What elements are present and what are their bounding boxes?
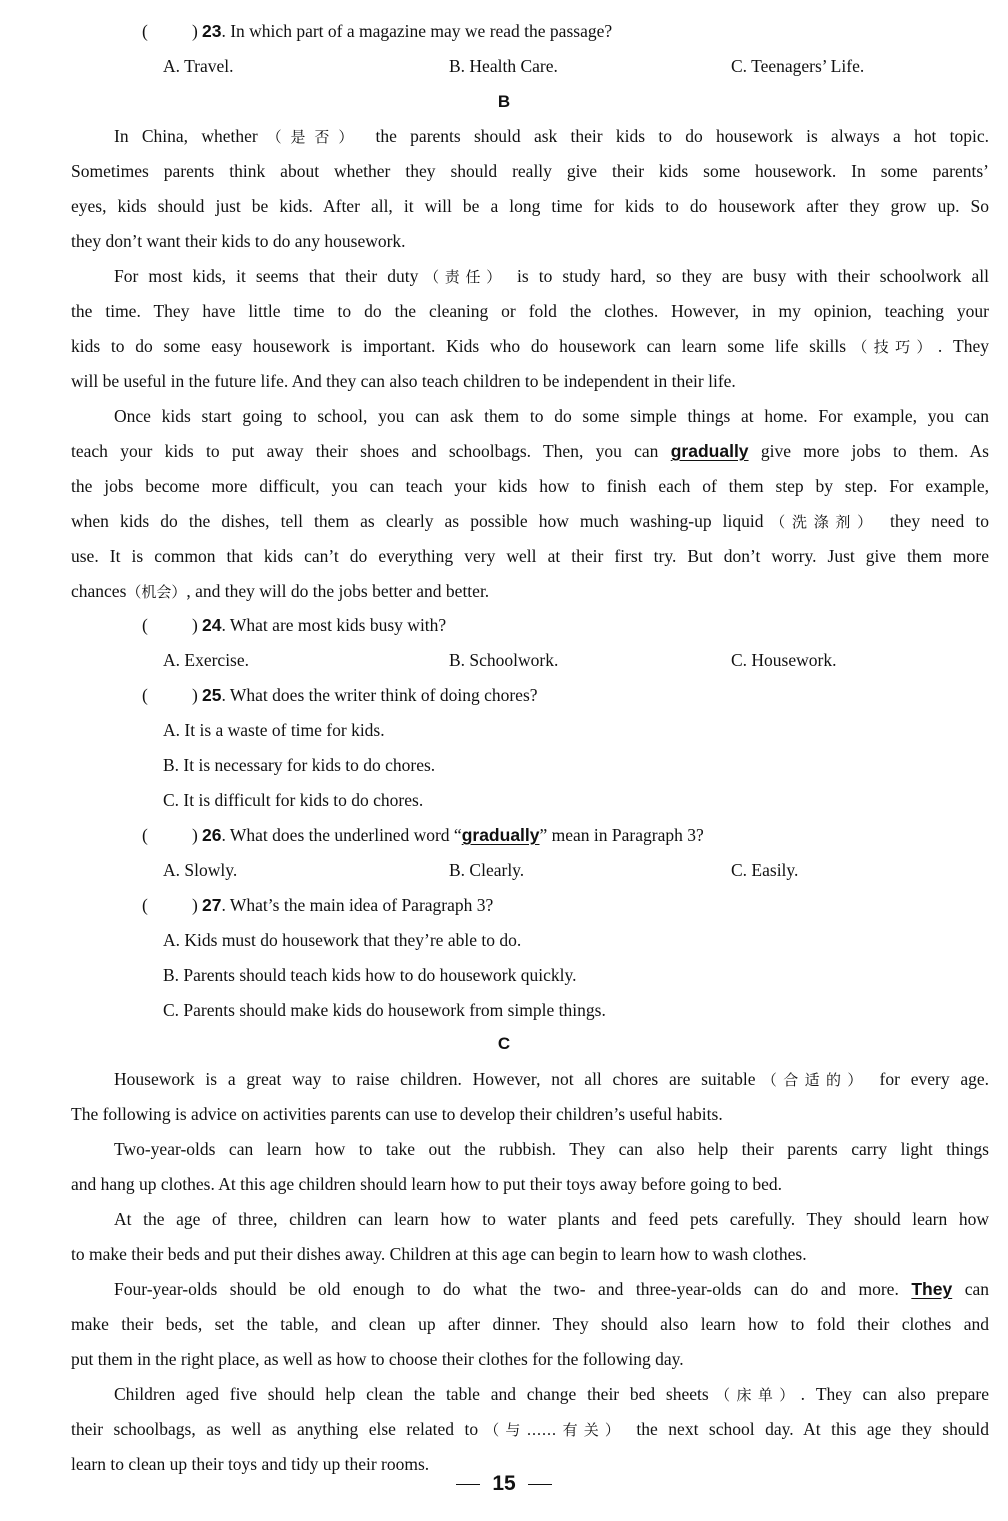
page-dash-right	[528, 1484, 552, 1486]
question-27-stem-line	[71, 888, 989, 923]
option-c: C. Parents should make kids do housework from simple things.	[163, 1000, 606, 1020]
option-c: C. It is difficult for kids to do chores.	[163, 790, 424, 810]
option-a: A. Kids must do housework that they’re able to do.	[163, 930, 522, 950]
answer-paren-right: )	[192, 895, 198, 915]
text-line: At the age of three, children can learn how to water plants and feed pets carefully. They should learn how	[114, 1209, 989, 1229]
underlined-word: They	[911, 1279, 953, 1299]
underlined-word: gradually	[461, 825, 540, 845]
text-line: In China, whether（是否） the parents should ask their kids to do housework is always a hot topic.	[114, 126, 989, 146]
text-line: For most kids, it seems that their duty（责任） is to study hard, so they are busy with their schoolwork all	[114, 266, 989, 286]
option-b: B. Health Care.	[449, 56, 558, 76]
question-27-option-line	[71, 993, 989, 1028]
option-c: C. Teenagers’ Life.	[731, 56, 865, 76]
text-line: Sometimes parents think about whether they should really give their kids some housework. In some parents’	[71, 161, 989, 181]
section-heading-c: C	[497, 1034, 511, 1053]
question-stem: . What’s the main idea of Paragraph 3?	[221, 895, 494, 915]
answer-paren-right: )	[192, 825, 198, 845]
answer-paren-left: (	[142, 895, 148, 915]
question-23-options	[71, 49, 989, 84]
text-line: kids to do some easy housework is important. Kids who do housework can learn some life skills（技巧）. They	[71, 336, 989, 356]
question-26-stem-line	[71, 818, 989, 853]
option-b: B. Parents should teach kids how to do housework quickly.	[163, 965, 577, 985]
answer-paren-left: (	[142, 615, 148, 635]
question-26-options	[71, 853, 989, 888]
question-25-option-line	[71, 748, 989, 783]
text-line: put them in the right place, as well as how to choose their clothes for the following day.	[71, 1349, 684, 1369]
question-23-stem-line	[71, 14, 989, 49]
text-line: when kids do the dishes, tell them as clearly as possible how much washing-up liquid（洗涤剂） they need to	[71, 511, 989, 531]
option-a: A. It is a waste of time for kids.	[163, 720, 385, 740]
page-footer	[0, 1472, 1008, 1496]
text-line: use. It is common that kids can’t do everything very well at their first try. But don’t worry. Just give them more	[71, 546, 989, 566]
option-b: B. Schoolwork.	[449, 650, 559, 670]
option-a: A. Slowly.	[163, 860, 238, 880]
question-stem: . What are most kids busy with?	[221, 615, 447, 635]
question-stem: . What does the writer think of doing chores?	[221, 685, 538, 705]
question-24-options	[71, 643, 989, 678]
option-a: A. Exercise.	[163, 650, 250, 670]
section-heading-b: B	[497, 92, 511, 111]
text-line: The following is advice on activities parents can use to develop their children’s useful habits.	[71, 1104, 723, 1124]
question-number: 27	[202, 895, 222, 915]
question-24-stem-line	[71, 608, 989, 643]
option-c: C. Housework.	[731, 650, 837, 670]
text-line: the time. They have little time to do the cleaning or fold the clothes. However, in my opinion, teaching your	[71, 301, 989, 321]
text-line: teach your kids to put away their shoes and schoolbags. Then, you can gradually give more jobs to them. As	[71, 441, 989, 461]
question-number: 25	[202, 685, 222, 705]
question-27-option-line	[71, 958, 989, 993]
text-line: Housework is a great way to raise children. However, not all chores are suitable（合适的） for every age.	[114, 1069, 989, 1089]
question-number: 26	[202, 825, 222, 845]
question-stem: . What does the underlined word “	[221, 825, 462, 845]
text-line: their schoolbags, as well as anything else related to（与……有关） the next school day. At this age they should	[71, 1419, 989, 1439]
text-line: Two-year-olds can learn how to take out the rubbish. They can also help their parents carry light things	[114, 1139, 989, 1159]
question-25-option-line	[71, 783, 989, 818]
text-line: Once kids start going to school, you can ask them to do some simple things at home. For example, you can	[114, 406, 989, 426]
option-b: B. It is necessary for kids to do chores.	[163, 755, 436, 775]
text-line: the jobs become more difficult, you can teach your kids how to finish each of them step by step. For example,	[71, 476, 989, 496]
answer-paren-right: )	[192, 685, 198, 705]
question-number: 24	[202, 615, 222, 635]
page-dash-left	[456, 1484, 480, 1486]
underlined-word: gradually	[670, 441, 749, 461]
question-stem: . In which part of a magazine may we read the passage?	[221, 21, 613, 41]
page-number: 15	[492, 1472, 516, 1495]
answer-paren-right: )	[192, 615, 198, 635]
text-line: they don’t want their kids to do any housework.	[71, 231, 406, 251]
text-line: and hang up clothes. At this age children should learn how to put their toys away before going to bed.	[71, 1174, 783, 1194]
option-b: B. Clearly.	[449, 860, 525, 880]
text-line: eyes, kids should just be kids. After all, it will be a long time for kids to do housework after they grow up. So	[71, 196, 989, 216]
option-c: C. Easily.	[731, 860, 799, 880]
text-line: learn to clean up their toys and tidy up their rooms.	[71, 1454, 430, 1474]
text-line: Children aged five should help clean the table and change their bed sheets（床单）. They can also prepare	[114, 1384, 989, 1404]
answer-paren-left: (	[142, 685, 148, 705]
text-line: will be useful in the future life. And they can also teach children to be independent in their life.	[71, 371, 736, 391]
text-line: make their beds, set the table, and clean up after dinner. They should also learn how to fold their clothes and	[71, 1314, 989, 1334]
question-25-option-line	[71, 713, 989, 748]
option-a: A. Travel.	[163, 56, 234, 76]
question-stem-end: ” mean in Paragraph 3?	[539, 825, 704, 845]
answer-paren-left: (	[142, 21, 148, 41]
text-line: Four-year-olds should be old enough to do what the two- and three-year-olds can do and more. They can	[114, 1279, 989, 1299]
answer-paren-left: (	[142, 825, 148, 845]
answer-paren-right: )	[192, 21, 198, 41]
question-27-option-line	[71, 923, 989, 958]
question-number: 23	[202, 21, 222, 41]
text-line: to make their beds and put their dishes away. Children at this age can begin to learn how to wash clothes.	[71, 1244, 807, 1264]
question-25-stem-line	[71, 678, 989, 713]
text-line: chances（机会）, and they will do the jobs better and better.	[71, 581, 490, 601]
